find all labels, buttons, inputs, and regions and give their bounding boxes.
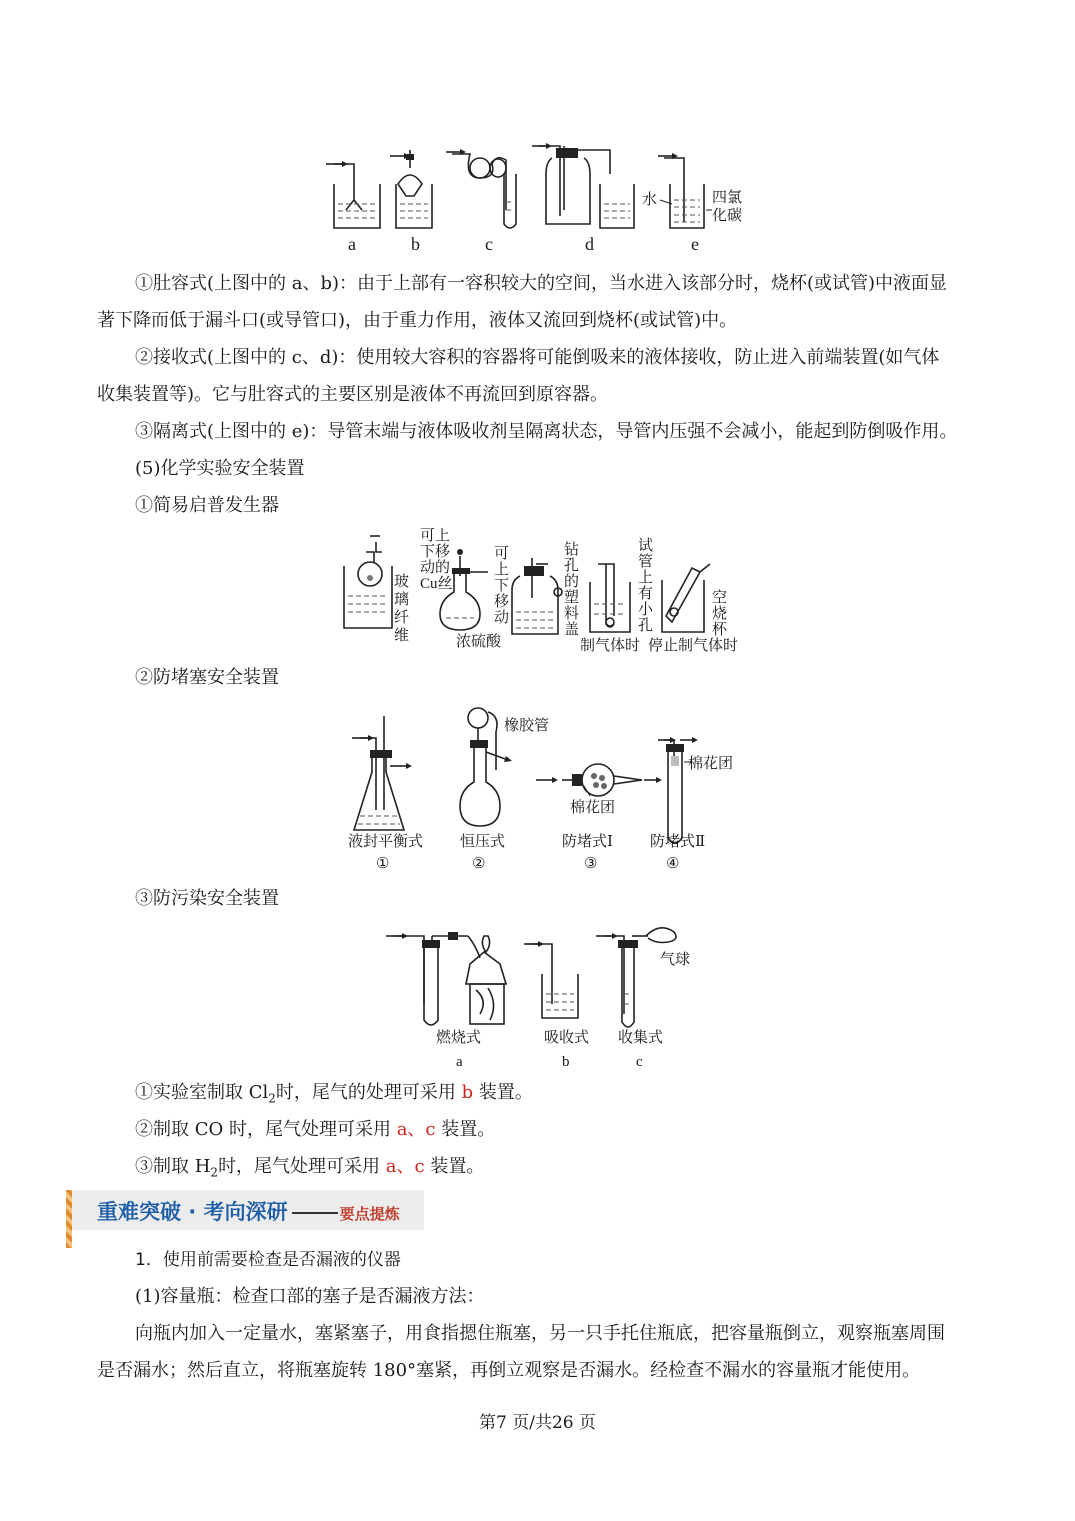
movable-5: 动 — [494, 610, 510, 626]
heading-anti-block: ②防堵塞安全装置 — [135, 667, 279, 688]
answer-h2-pre: ③制取 H — [135, 1156, 211, 1177]
glass-fiber-1: 玻 — [394, 574, 410, 590]
drilled-lid-2: 孔 — [564, 558, 580, 574]
answer-cl2-pre: ①实验室制取 Cl — [135, 1082, 269, 1103]
device-d — [532, 143, 634, 228]
kipp-device-5 — [662, 564, 710, 632]
heading-kipp-generator: ①简易启普发生器 — [135, 495, 279, 516]
drilled-lid-4: 塑 — [564, 590, 580, 606]
pollution-letter-c: c — [636, 1054, 643, 1070]
anti-block-device-1 — [352, 716, 412, 830]
movable-cu-2: 下移 — [420, 544, 451, 560]
paragraph-isolation: ③隔离式(上图中的 e)：导管末端与液体吸收剂呈隔离状态，导管内压强不会减小，能起到防倒吸作用。 — [135, 421, 958, 442]
ccl4-label-2: 化碳 — [712, 208, 743, 224]
pollution-device-c — [596, 928, 676, 1027]
answer-cl2-sub: 2 — [268, 1091, 276, 1106]
paragraph-receive-line2: 收集装置等)。它与肚容式的主要区别是液体不再流回到原容器。 — [97, 384, 609, 405]
making-gas-label: 制气体时 — [580, 638, 641, 654]
answer-co-pre: ②制取 CO 时，尾气处理可采用 — [135, 1119, 397, 1140]
answer-h2 — [135, 1155, 484, 1185]
fig1-label-e: e — [691, 234, 699, 254]
section-header — [97, 1196, 400, 1226]
device-a — [326, 161, 380, 228]
section-header-stripe — [66, 1190, 72, 1248]
glass-fiber-2: 璃 — [394, 592, 410, 608]
paragraph-leak-method-line1: 向瓶内加入一定量水，塞紧塞子，用食指摁住瓶塞，另一只手托住瓶底，把容量瓶倒立，观察瓶塞周围 — [135, 1323, 945, 1344]
kipp-device-3 — [512, 558, 562, 634]
pollution-name-a: 燃烧式 — [436, 1030, 482, 1046]
fig1-label-b: b — [411, 234, 420, 254]
page-footer: 第7 页/共26 页 — [479, 1413, 596, 1433]
paragraph-leak-method-line2: 是否漏水；然后直立，将瓶塞旋转 180°塞紧，再倒立观察是否漏水。经检查不漏水的容量瓶才能使用。 — [97, 1360, 921, 1381]
pollution-letter-b: b — [562, 1054, 570, 1070]
cotton-label-2: 棉花团 — [688, 756, 734, 772]
anti-block-num-3: ③ — [584, 856, 598, 872]
anti-block-name-1: 液封平衡式 — [348, 834, 424, 850]
drilled-lid-1: 钻 — [564, 542, 580, 558]
pollution-device-a — [386, 932, 506, 1025]
movable-4: 移 — [494, 594, 510, 610]
small-hole-2: 管 — [638, 554, 654, 570]
figure-anti-suckback — [320, 140, 760, 260]
answer-co-post: 装置。 — [435, 1119, 496, 1140]
kipp-device-1 — [344, 536, 392, 628]
small-hole-3: 上 — [638, 570, 654, 586]
small-hole-1: 试 — [638, 538, 654, 554]
answer-h2-mid: 时，尾气处理可采用 — [218, 1156, 386, 1177]
answer-cl2-mid: 时，尾气的处理可采用 — [275, 1082, 462, 1103]
empty-beaker-1: 空 — [712, 590, 728, 606]
glass-fiber-4: 维 — [394, 628, 410, 644]
paragraph-bulge-line1: ①肚容式(上图中的 a、b)：由于上部有一容积较大的空间，当水进入该部分时，烧杯(或试管)中液面显 — [135, 273, 948, 294]
item-volumetric-flask: (1)容量瓶：检查口部的塞子是否漏液方法： — [135, 1286, 485, 1307]
stop-gas-label: 停止制气体时 — [648, 638, 739, 654]
anti-block-device-3 — [536, 764, 662, 796]
fig1-label-a: a — [348, 234, 356, 254]
device-b — [390, 150, 432, 228]
anti-block-device-4 — [658, 737, 698, 843]
small-hole-5: 小 — [638, 602, 654, 618]
figure-anti-block — [340, 700, 740, 876]
answer-cl2-fill: b — [461, 1082, 474, 1103]
section-divider — [292, 1212, 338, 1214]
figure-anti-pollution — [384, 924, 704, 1072]
empty-beaker-3: 杯 — [712, 622, 728, 638]
answer-co — [135, 1118, 495, 1142]
paragraph-bulge-line2: 著下降而低于漏斗口(或导管口)，由于重力作用，液体又流回到烧杯(或试管)中。 — [97, 310, 738, 331]
drilled-lid-5: 料 — [564, 606, 580, 622]
heading-safety-devices: (5)化学实验安全装置 — [135, 458, 305, 479]
rubber-tube-label: 橡胶管 — [504, 718, 550, 734]
answer-cl2 — [135, 1081, 533, 1111]
cotton-label-1: 棉花团 — [570, 800, 616, 816]
small-hole-6: 孔 — [638, 618, 654, 634]
balloon-label: 气球 — [660, 952, 691, 968]
anti-block-num-4: ④ — [666, 856, 680, 872]
movable-1: 可 — [494, 546, 510, 562]
movable-cu-1: 可上 — [420, 528, 451, 544]
figure-kipp-generators — [336, 528, 746, 656]
pollution-letter-a: a — [456, 1054, 463, 1070]
pollution-name-b: 吸收式 — [544, 1030, 590, 1046]
device-e — [658, 153, 712, 228]
anti-block-num-2: ② — [472, 856, 486, 872]
section-title: 重难突破 · 考向深研 — [97, 1200, 288, 1224]
answer-h2-post: 装置。 — [424, 1156, 485, 1177]
anti-block-name-4: 防堵式Ⅱ — [650, 834, 706, 850]
answer-cl2-post: 装置。 — [473, 1082, 533, 1103]
pollution-device-b — [524, 941, 578, 1018]
section-subtitle: 要点提炼 — [339, 1205, 400, 1223]
ccl4-label-1: 四氯 — [712, 190, 743, 206]
fig1-label-d: d — [585, 234, 594, 254]
answer-co-fill: a、c — [396, 1119, 436, 1140]
drilled-lid-3: 的 — [564, 574, 580, 590]
movable-3: 下 — [494, 578, 510, 594]
movable-cu-4: Cu丝 — [420, 576, 453, 592]
answer-h2-fill: a、c — [385, 1156, 425, 1177]
movable-cu-3: 动的 — [420, 560, 451, 576]
heading-anti-pollution: ③防污染安全装置 — [135, 888, 279, 909]
small-hole-4: 有 — [638, 586, 654, 602]
anti-block-name-2: 恒压式 — [460, 834, 506, 850]
answer-h2-sub: 2 — [210, 1165, 219, 1180]
kipp-device-4 — [590, 564, 630, 632]
device-c — [446, 149, 516, 228]
glass-fiber-3: 纤 — [394, 610, 410, 626]
movable-2: 上 — [494, 562, 510, 578]
anti-block-name-3: 防堵式Ⅰ — [562, 834, 613, 850]
conc-acid-label: 浓硫酸 — [456, 634, 502, 650]
water-label: 水 — [642, 192, 658, 208]
item-leak-check-title: 1．使用前需要检查是否漏液的仪器 — [135, 1250, 401, 1270]
empty-beaker-2: 烧 — [712, 606, 728, 622]
anti-block-num-1: ① — [376, 856, 390, 872]
paragraph-receive-line1: ②接收式(上图中的 c、d)：使用较大容积的容器将可能倒吸来的液体接收，防止进入前端装置(如气体 — [135, 347, 940, 368]
pollution-name-c: 收集式 — [618, 1030, 664, 1046]
drilled-lid-6: 盖 — [564, 622, 580, 638]
fig1-label-c: c — [485, 234, 493, 254]
